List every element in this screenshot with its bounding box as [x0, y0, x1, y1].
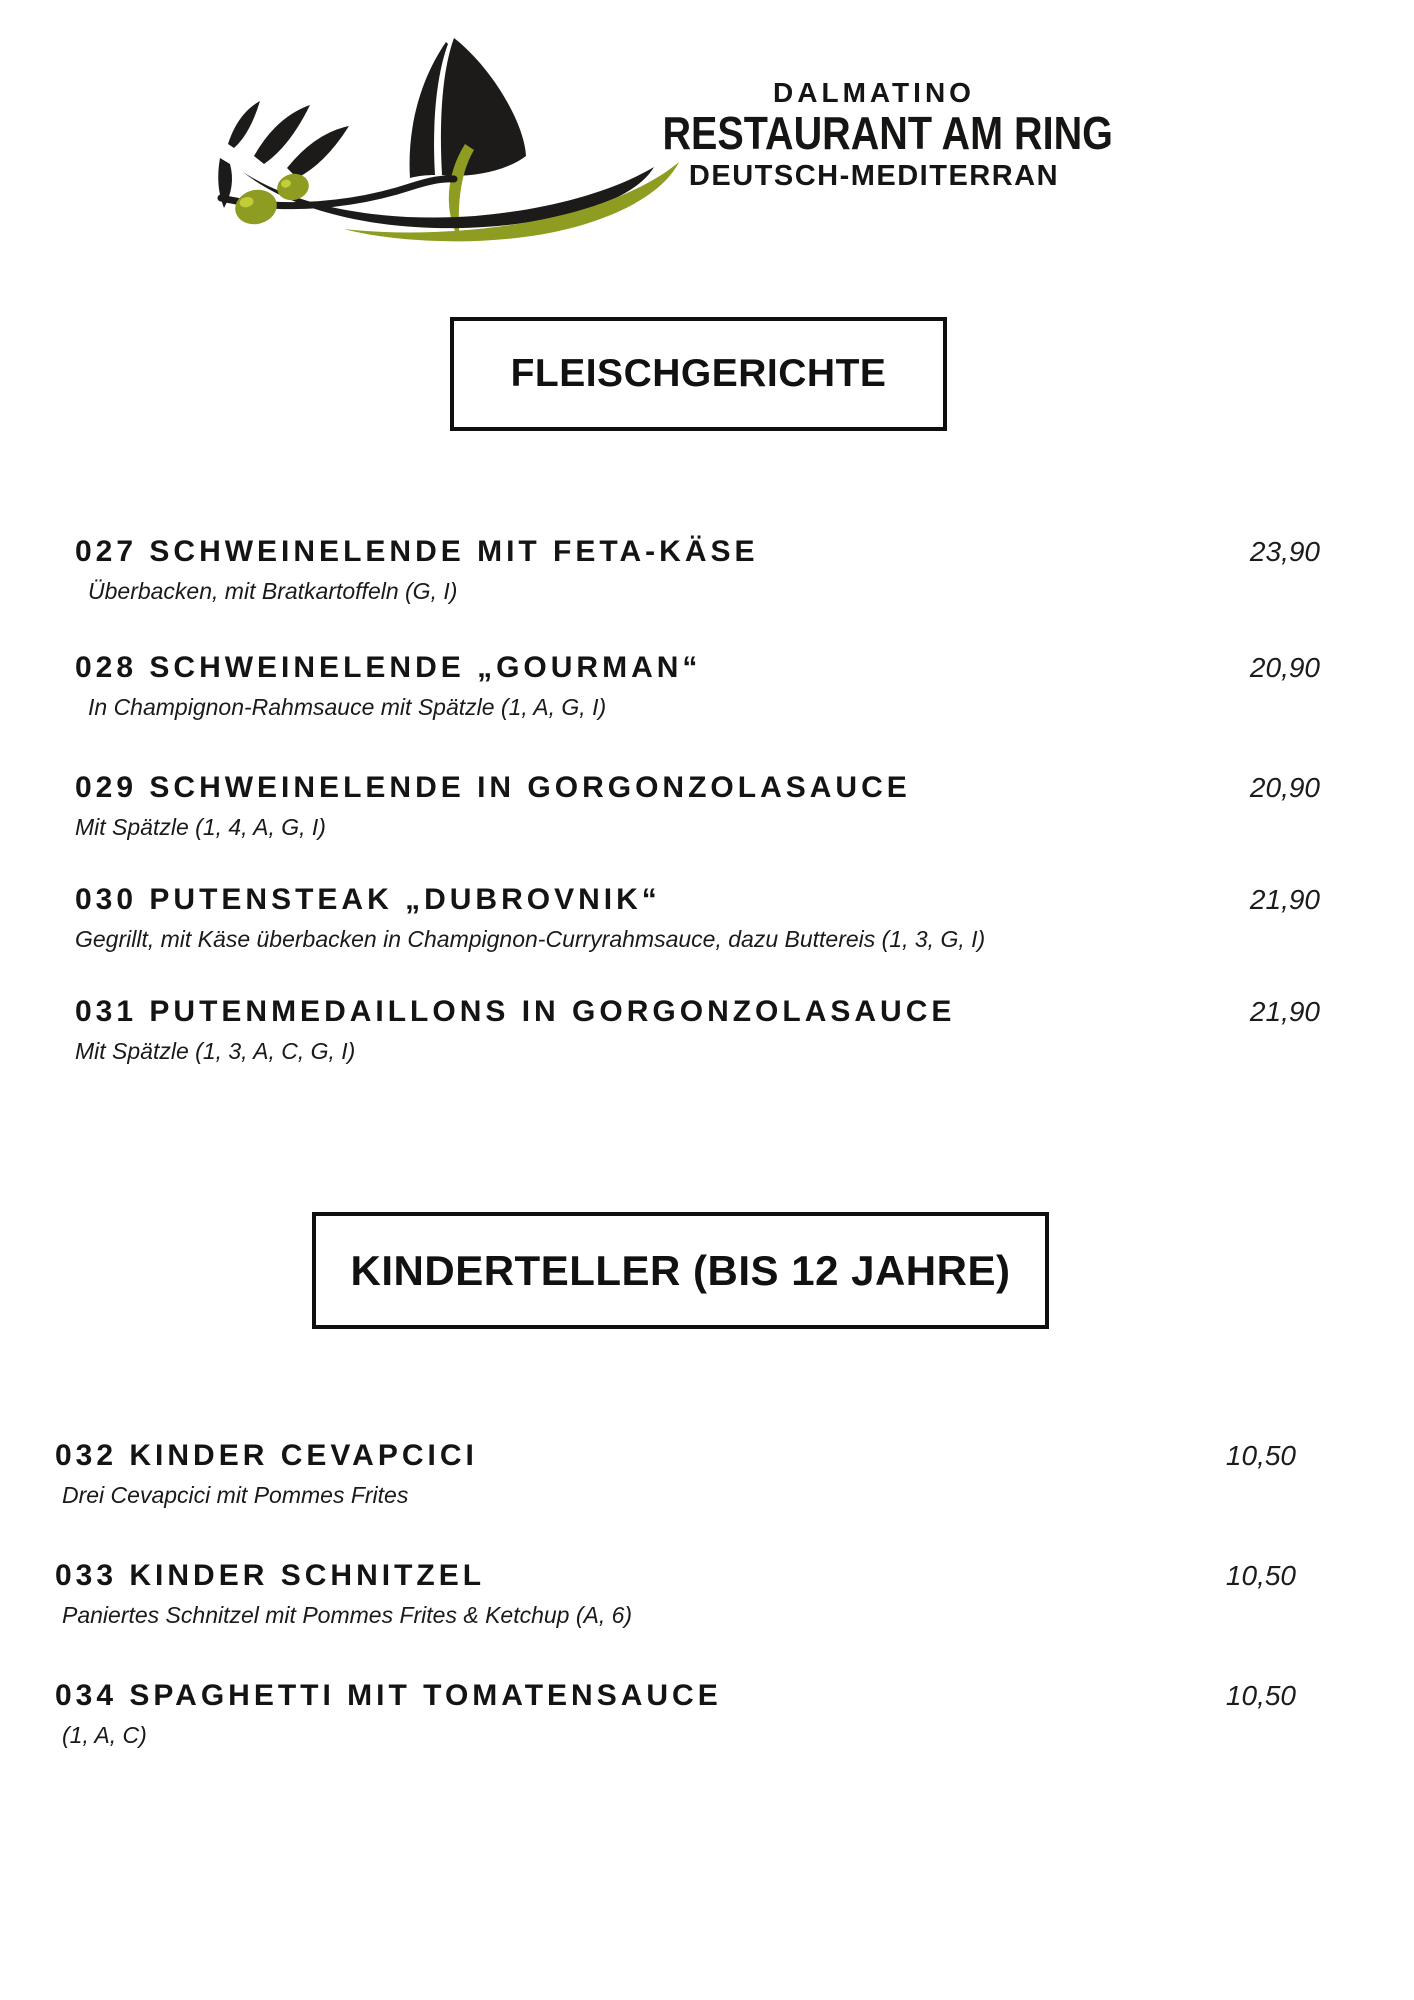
dish-description: Paniertes Schnitzel mit Pommes Frites & Ketchup (A, 6)	[62, 1602, 633, 1628]
brand-name: DALMATINO	[773, 77, 975, 108]
dish-description: In Champignon-Rahmsauce mit Spätzle (1, A, G, I)	[88, 694, 607, 720]
dish-price: 21,90	[1249, 996, 1320, 1027]
restaurant-tagline: DEUTSCH-MEDITERRAN	[688, 160, 1060, 192]
section-heading-label: KINDERTELLER (BIS 12 JAHRE)	[350, 1246, 1011, 1294]
dish-text	[55, 1558, 1226, 1630]
dish-description: Gegrillt, mit Käse überbacken in Champignon-Curryrahmsauce, dazu Buttereis (1, 3, G, I)	[75, 926, 986, 952]
dish-text	[55, 1438, 1226, 1510]
menu-item-030	[75, 882, 1320, 954]
logo-text-block	[628, 78, 1120, 192]
dish-price: 20,90	[1249, 652, 1320, 683]
section-heading-kinderteller	[312, 1212, 1049, 1329]
dish-price: 10,50	[1225, 1560, 1296, 1591]
menu-item-031	[75, 994, 1320, 1066]
dish-text	[75, 770, 1250, 842]
dish-name: 033 KINDER SCHNITZEL	[55, 1559, 486, 1592]
sailboat-olive-branch-logo	[213, 25, 683, 245]
dish-description: Mit Spätzle (1, 4, A, G, I)	[75, 814, 326, 840]
dish-name: 032 KINDER CEVAPCICI	[55, 1439, 478, 1472]
dish-name: 027 SCHWEINELENDE MIT FETA-KÄSE	[75, 535, 759, 568]
dish-price: 21,90	[1249, 884, 1320, 915]
dish-price: 10,50	[1225, 1680, 1296, 1711]
section-heading-fleischgerichte	[450, 317, 947, 431]
restaurant-name: RESTAURANT AM RING	[662, 107, 1113, 159]
dish-text	[75, 534, 1250, 606]
dish-description: (1, A, C)	[62, 1722, 147, 1748]
dish-name: 031 PUTENMEDAILLONS IN GORGONZOLASAUCE	[75, 995, 956, 1028]
dish-name: 030 PUTENSTEAK „DUBROVNIK“	[75, 883, 661, 916]
menu-item-033	[55, 1558, 1296, 1630]
dish-price: 23,90	[1249, 536, 1320, 567]
dish-text	[75, 650, 1250, 722]
menu-item-032	[55, 1438, 1296, 1510]
dish-text	[75, 994, 1250, 1066]
dish-description: Drei Cevapcici mit Pommes Frites	[62, 1482, 409, 1508]
dish-name: 028 SCHWEINELENDE „GOURMAN“	[75, 651, 702, 684]
dish-name: 029 SCHWEINELENDE IN GORGONZOLASAUCE	[75, 771, 911, 804]
dish-price: 20,90	[1249, 772, 1320, 803]
dish-text	[55, 1678, 1226, 1750]
menu-item-034	[55, 1678, 1296, 1750]
dish-text	[75, 882, 1250, 954]
menu-item-029	[75, 770, 1320, 842]
menu-item-027	[75, 534, 1320, 606]
dish-description: Überbacken, mit Bratkartoffeln (G, I)	[88, 578, 458, 604]
section-heading-label: FLEISCHGERICHTE	[510, 352, 887, 395]
menu-item-028	[75, 650, 1320, 722]
dish-description: Mit Spätzle (1, 3, A, C, G, I)	[75, 1038, 356, 1064]
dish-price: 10,50	[1225, 1440, 1296, 1471]
dish-name: 034 SPAGHETTI MIT TOMATENSAUCE	[55, 1679, 722, 1712]
